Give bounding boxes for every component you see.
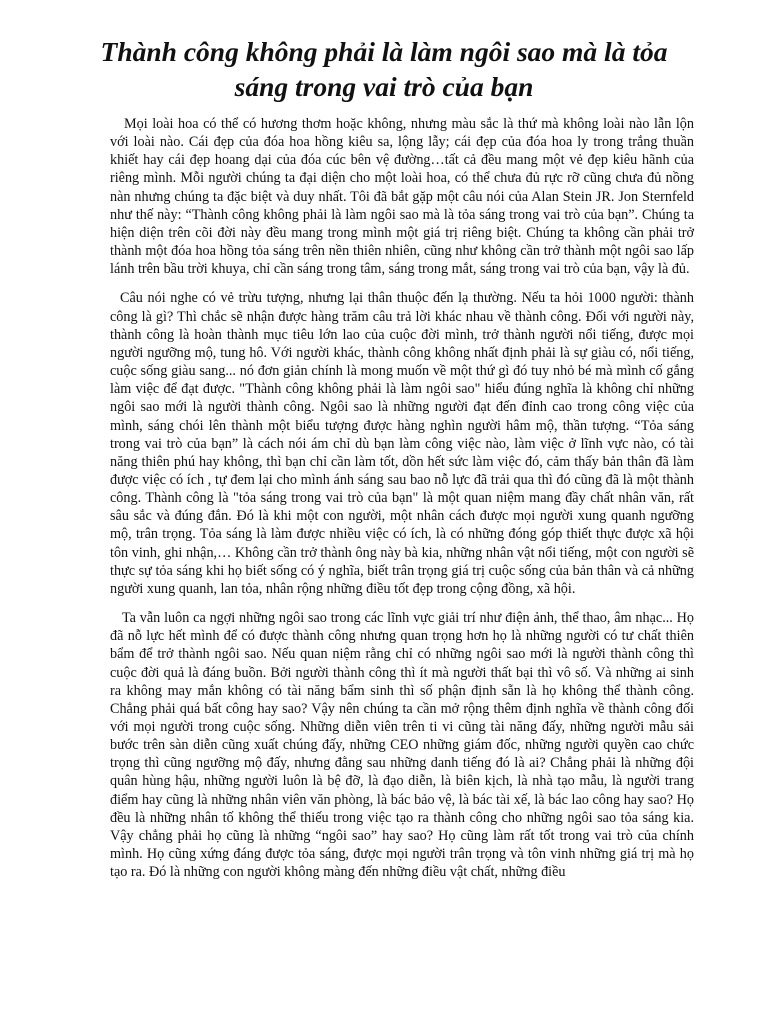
document-body: [110, 115, 694, 892]
paragraph-1: Mọi loài hoa có thể có hương thơm hoặc không, nhưng màu sắc là thứ mà không loài nào lẫn lộn với loài nào. Cái đẹp của đóa hoa hồng kiêu sa, lộng lẫy; cái đẹp của đóa hoa ly trong trắng thuần khiết hay cái đẹp hoang dại của đóa cúc bên vệ đường…tất cả đều mang một vẻ đẹp kiêu hãnh của riêng mình. Mỗi người chúng ta đại diện cho một loài hoa, có thể chưa đủ rực rỡ cũng chưa đủ nồng nàn nhưng chúng ta đặc biệt và duy nhất. Tôi đã bắt gặp một câu nói của Alan Stein JR. Jon Sternfeld như thế này: “Thành công không phải là làm ngôi sao mà là tỏa sáng trong vai trò của bạn”. Chúng ta hiện diện trên cõi đời này đều mang trong mình một giá trị riêng biệt. Chúng ta không cần phải trở thành một đóa hoa hồng tỏa sáng trên nền thiên nhiên, cũng như không cần trở thành một ngôi sao lấp lánh trên bầu trời khuya, chỉ cần sáng trong tâm, sáng trong mắt, sáng trong vai trò của bạn, vậy là đủ.: [110, 116, 694, 278]
paragraph-2: Câu nói nghe có vẻ trừu tượng, nhưng lại thân thuộc đến lạ thường. Nếu ta hỏi 1000 người: thành công là gì? Thì chắc sẽ nhận được hàng trăm câu trả lời khác nhau về thành công. Đối với người này, thành công là hoàn thành mục tiêu lớn lao của cuộc đời mình, trở thành người nổi tiếng, được mọi người ngưỡng mộ, tung hô. Với người khác, thành công không nhất định phải là sự giàu có, nổi tiếng, cuộc sống giàu sang... nó đơn giản chính là mong muốn về một thứ gì đó tuy nhỏ bé mà mình cố gắng làm việc để đạt được. "Thành công không phải là làm ngôi sao" hiểu đúng nghĩa là không chỉ những ngôi sao mới là người thành công. Ngôi sao là những người đạt đến đỉnh cao trong công việc của mình, sáng chói lên thành một biểu tượng được hàng nghìn người hâm mộ, thần tượng. “Tỏa sáng trong vai trò của bạn” là cách nói ám chỉ dù bạn làm công việc nào, làm việc ở lĩnh vực nào, có tài năng thiên phú hay không, thì bạn chỉ cần làm tốt, dồn hết sức làm việc đó, cảm thấy bản thân đã làm được việc có ích , tự đem lại cho mình ánh sáng sau bao nỗ lực đã trải qua thì đó cũng đã là một thành công. Thành công là "tỏa sáng trong vai trò của bạn" là một quan niệm mang đầy chất nhân văn, rất sâu sắc và đúng đắn. Đó là khi một con người, một nhân cách được mọi người xung quanh ngưỡng mộ, trân trọng. Tỏa sáng là làm được nhiều việc có ích, là có những đóng góp thiết thực được xã hội tôn vinh, ghi nhận,… Không cần trở thành ông này bà kia, những nhân vật nổi tiếng, một con người sẽ thực sự tỏa sáng khi họ biết sống có ý nghĩa, biết trân trọng giá trị cuộc sống của bản thân và cả những người xung quanh, lan tỏa, nhân rộng những điều tốt đẹp trong cộng đồng, xã hội.: [110, 290, 694, 597]
paragraph-3: Ta vẫn luôn ca ngợi những ngôi sao trong các lĩnh vực giải trí như điện ảnh, thể thao, âm nhạc... Họ đã nỗ lực hết mình để có được thành công nhưng quan trọng hơn họ là những người có tư chất thiên bẩm để trở thành ngôi sao. Nếu quan niệm rằng chỉ có những ngôi sao mới là người thành công thì cuộc đời quả là đáng buồn. Bởi người thành công thì ít mà người thất bại thì vô số. Và những ai sinh ra không may mắn không có tài năng bẩm sinh thì số phận định sẵn là họ không thể thành công. Chẳng phải quá bất công hay sao? Vậy nên chúng ta cần mở rộng thêm định nghĩa về thành công đối với mọi người trong cuộc sống. Những diễn viên trên ti vi cũng tài năng đấy, những người mẫu sải bước trên sàn diễn cũng xuất chúng đấy, những CEO những giám đốc, những người quyền cao chức trọng thì cũng ngưỡng mộ đấy, nhưng đằng sau những danh tiếng đó là ai? Chẳng phải là những đội quân hùng hậu, những người luôn là bệ đỡ, là đạo diễn, là biên kịch, là nhà tạo mẫu, là người trang điểm hay cũng là những nhân viên văn phòng, là bác bảo vệ, là bác tài xế, là bác lao công hay sao? Họ đều là những nhân tố không thể thiếu trong việc tạo ra thành công cho những ngôi sao tỏa sáng kia. Vậy chẳng phải họ cũng là những “ngôi sao” hay sao? Họ cũng làm rất tốt trong vai trò của chính mình. Họ cũng xứng đáng được tỏa sáng, được mọi người trân trọng và tôn vinh những giá trị mà họ tạo ra. Đó là những con người không màng đến những điều vật chất, những điều: [110, 610, 694, 881]
document-title: Thành công không phải là làm ngôi sao mà là tỏa sáng trong vai trò của bạn: [100, 36, 668, 102]
